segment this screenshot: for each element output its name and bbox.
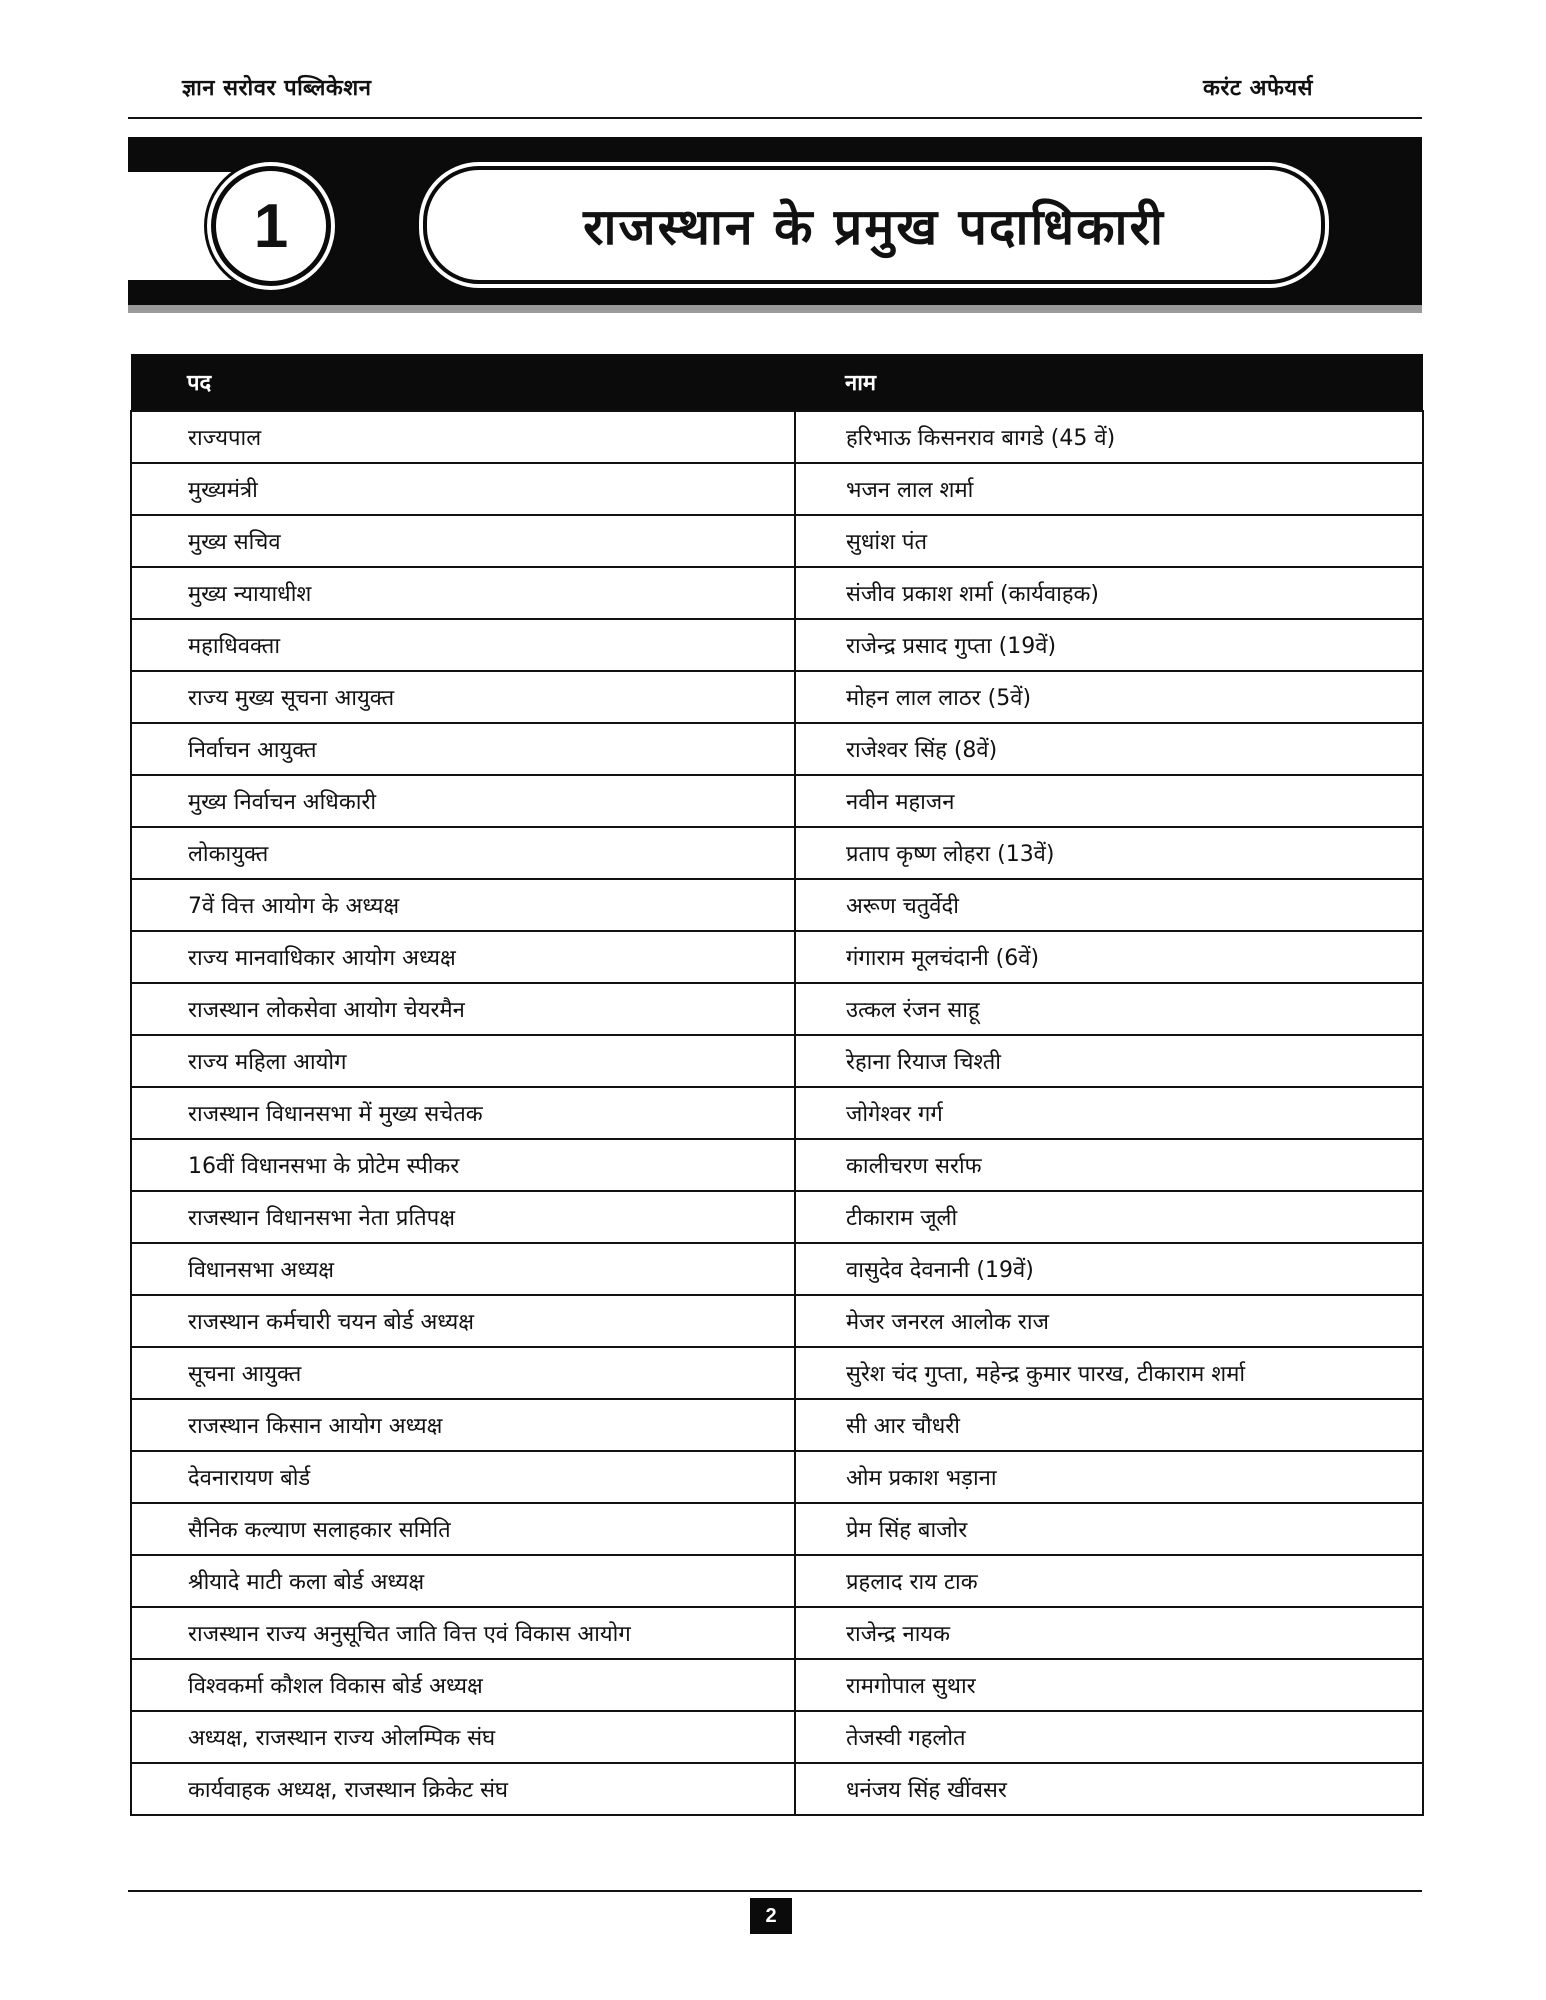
cell-post: राजस्थान विधानसभा नेता प्रतिपक्ष	[131, 1191, 795, 1243]
table-row	[131, 1399, 1423, 1451]
cell-post: मुख्य निर्वाचन अधिकारी	[131, 775, 795, 827]
table-row	[131, 619, 1423, 671]
cell-name: हरिभाऊ किसनराव बागडे (45 वें)	[795, 411, 1423, 463]
officials-table-container	[130, 354, 1422, 1816]
cell-name: प्रहलाद राय टाक	[795, 1555, 1423, 1607]
cell-post: राज्य मानवाधिकार आयोग अध्यक्ष	[131, 931, 795, 983]
cell-post: मुख्य सचिव	[131, 515, 795, 567]
chapter-banner	[128, 137, 1422, 313]
table-row	[131, 879, 1423, 931]
table-row	[131, 1035, 1423, 1087]
cell-name: प्रताप कृष्ण लोहरा (13वें)	[795, 827, 1423, 879]
cell-name: गंगाराम मूलचंदानी (6वें)	[795, 931, 1423, 983]
cell-post: श्रीयादे माटी कला बोर्ड अध्यक्ष	[131, 1555, 795, 1607]
footer-divider	[128, 1890, 1422, 1892]
cell-name: उत्कल रंजन साहू	[795, 983, 1423, 1035]
cell-post: सैनिक कल्याण सलाहकार समिति	[131, 1503, 795, 1555]
table-row	[131, 1711, 1423, 1763]
banner-shadow	[128, 305, 1422, 313]
cell-post: 16वीं विधानसभा के प्रोटेम स्पीकर	[131, 1139, 795, 1191]
cell-name: राजेन्द्र प्रसाद गुप्ता (19वें)	[795, 619, 1423, 671]
cell-name: कालीचरण सर्राफ	[795, 1139, 1423, 1191]
table-row	[131, 1139, 1423, 1191]
officials-table	[130, 354, 1424, 1816]
table-row	[131, 1763, 1423, 1815]
cell-post: लोकायुक्त	[131, 827, 795, 879]
table-row	[131, 931, 1423, 983]
table-body	[131, 411, 1423, 1815]
table-row	[131, 983, 1423, 1035]
cell-post: राजस्थान कर्मचारी चयन बोर्ड अध्यक्ष	[131, 1295, 795, 1347]
cell-post: राजस्थान राज्य अनुसूचित जाति वित्त एवं विकास आयोग	[131, 1607, 795, 1659]
cell-post: निर्वाचन आयुक्त	[131, 723, 795, 775]
table-row	[131, 723, 1423, 775]
table-row	[131, 411, 1423, 463]
cell-name: राजेन्द्र नायक	[795, 1607, 1423, 1659]
table-row	[131, 463, 1423, 515]
chapter-title: राजस्थान के प्रमुख पदाधिकारी	[423, 166, 1325, 284]
table-row	[131, 671, 1423, 723]
cell-post: मुख्यमंत्री	[131, 463, 795, 515]
cell-post: राजस्थान विधानसभा में मुख्य सचेतक	[131, 1087, 795, 1139]
cell-name: टीकाराम जूली	[795, 1191, 1423, 1243]
cell-name: रेहाना रियाज चिश्ती	[795, 1035, 1423, 1087]
cell-name: मोहन लाल लाठर (5वें)	[795, 671, 1423, 723]
cell-name: जोगेश्वर गर्ग	[795, 1087, 1423, 1139]
chapter-number: 1	[211, 166, 331, 286]
cell-name: राजेश्वर सिंह (8वें)	[795, 723, 1423, 775]
cell-post: मुख्य न्यायाधीश	[131, 567, 795, 619]
cell-name: रामगोपाल सुथार	[795, 1659, 1423, 1711]
cell-name: संजीव प्रकाश शर्मा (कार्यवाहक)	[795, 567, 1423, 619]
table-row	[131, 1243, 1423, 1295]
cell-name: वासुदेव देवनानी (19वें)	[795, 1243, 1423, 1295]
page-number: 2	[750, 1898, 792, 1934]
cell-name: नवीन महाजन	[795, 775, 1423, 827]
cell-post: अध्यक्ष, राजस्थान राज्य ओलम्पिक संघ	[131, 1711, 795, 1763]
header-divider	[128, 117, 1422, 119]
cell-post: देवनारायण बोर्ड	[131, 1451, 795, 1503]
table-row	[131, 1607, 1423, 1659]
cell-post: विधानसभा अध्यक्ष	[131, 1243, 795, 1295]
table-row	[131, 1451, 1423, 1503]
cell-post: राजस्थान लोकसेवा आयोग चेयरमैन	[131, 983, 795, 1035]
cell-name: सुधांश पंत	[795, 515, 1423, 567]
cell-name: अरूण चतुर्वेदी	[795, 879, 1423, 931]
section-name: करंट अफेयर्स	[1203, 76, 1314, 101]
cell-name: सी आर चौधरी	[795, 1399, 1423, 1451]
table-row	[131, 1659, 1423, 1711]
cell-name: सुरेश चंद गुप्ता, महेन्द्र कुमार पारख, टीकाराम शर्मा	[795, 1347, 1423, 1399]
cell-name: धनंजय सिंह खींवसर	[795, 1763, 1423, 1815]
table-row	[131, 1347, 1423, 1399]
table-header-row	[131, 354, 1423, 411]
cell-post: कार्यवाहक अध्यक्ष, राजस्थान क्रिकेट संघ	[131, 1763, 795, 1815]
cell-name: ओम प्रकाश भड़ाना	[795, 1451, 1423, 1503]
table-row	[131, 1555, 1423, 1607]
column-header-post: पद	[131, 354, 795, 411]
cell-post: राजस्थान किसान आयोग अध्यक्ष	[131, 1399, 795, 1451]
column-header-name: नाम	[795, 354, 1423, 411]
cell-post: राज्य मुख्य सूचना आयुक्त	[131, 671, 795, 723]
cell-post: 7वें वित्त आयोग के अध्यक्ष	[131, 879, 795, 931]
cell-post: सूचना आयुक्त	[131, 1347, 795, 1399]
cell-post: राज्यपाल	[131, 411, 795, 463]
cell-name: मेजर जनरल आलोक राज	[795, 1295, 1423, 1347]
table-row	[131, 827, 1423, 879]
cell-post: महाधिवक्ता	[131, 619, 795, 671]
cell-name: प्रेम सिंह बाजोर	[795, 1503, 1423, 1555]
cell-name: भजन लाल शर्मा	[795, 463, 1423, 515]
cell-post: राज्य महिला आयोग	[131, 1035, 795, 1087]
table-row	[131, 1503, 1423, 1555]
cell-name: तेजस्वी गहलोत	[795, 1711, 1423, 1763]
cell-post: विश्वकर्मा कौशल विकास बोर्ड अध्यक्ष	[131, 1659, 795, 1711]
table-row	[131, 1087, 1423, 1139]
table-row	[131, 1191, 1423, 1243]
table-row	[131, 775, 1423, 827]
publisher-name: ज्ञान सरोवर पब्लिकेशन	[182, 76, 372, 101]
table-row	[131, 515, 1423, 567]
table-row	[131, 567, 1423, 619]
table-row	[131, 1295, 1423, 1347]
